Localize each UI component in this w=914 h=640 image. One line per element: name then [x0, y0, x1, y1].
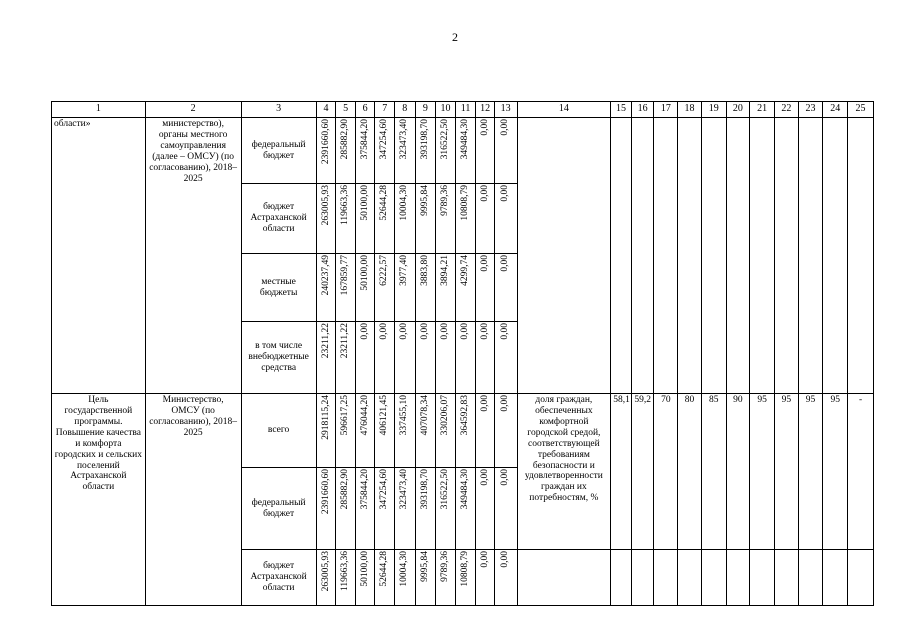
indicator-cell: [517, 550, 611, 606]
target-cell: [678, 118, 702, 394]
target-cell: [701, 550, 726, 606]
value-cell: 0,00: [399, 323, 410, 340]
target-cell: [823, 118, 848, 394]
value-cell: 6222,57: [379, 255, 390, 286]
value-cell: 9995,84: [419, 185, 430, 216]
column-number: 7: [375, 102, 395, 118]
column-number: 22: [774, 102, 798, 118]
target-value: 95: [823, 394, 848, 550]
value-cell: 0,00: [500, 395, 511, 412]
value-cell: 3894,21: [439, 255, 450, 286]
value-cell: 2391660,60: [320, 119, 331, 165]
column-number: 5: [336, 102, 356, 118]
value-cell: 3883,80: [419, 255, 430, 286]
column-number: 18: [678, 102, 702, 118]
target-cell: [654, 550, 678, 606]
value-cell: 10004,30: [399, 185, 410, 221]
target-value: 58,1: [611, 394, 632, 550]
column-number: 3: [241, 102, 316, 118]
column-number: 9: [415, 102, 436, 118]
value-cell: 240237,49: [320, 255, 331, 296]
column-number: 23: [798, 102, 823, 118]
value-cell: 23211,22: [320, 323, 331, 359]
table-row: [52, 118, 874, 184]
target-cell: [654, 118, 678, 394]
value-cell: 9789,36: [439, 551, 450, 582]
funding-source: бюджет Астраханской области: [241, 184, 316, 254]
target-cell: [631, 118, 654, 394]
value-cell: 52644,28: [379, 551, 390, 587]
target-cell: [848, 550, 874, 606]
value-cell: 0,00: [479, 185, 490, 202]
column-number: 17: [654, 102, 678, 118]
value-cell: 0,00: [460, 323, 471, 340]
column-number: 4: [316, 102, 336, 118]
column-number: 13: [494, 102, 517, 118]
value-cell: 316522,50: [439, 469, 450, 510]
column-number: 11: [455, 102, 476, 118]
column-number: 8: [394, 102, 415, 118]
column-number: 14: [517, 102, 611, 118]
funding-source: в том числе внебюджетные средства: [241, 322, 316, 394]
value-cell: 10808,79: [460, 185, 471, 221]
value-cell: 0,00: [500, 469, 511, 486]
value-cell: 2918115,24: [320, 395, 331, 440]
value-cell: 0,00: [479, 255, 490, 272]
indicator-cell: доля граждан, обеспеченных комфортной городской средой, соответствующей требованиям безопасности и удовлетворенности граждан их потребностям, %: [517, 394, 611, 550]
funding-source: местные бюджеты: [241, 254, 316, 322]
funding-source: федеральный бюджет: [241, 468, 316, 550]
table-row: [52, 394, 874, 468]
column-number: 19: [701, 102, 726, 118]
value-cell: 3977,40: [399, 255, 410, 286]
target-cell: [774, 550, 798, 606]
value-cell: 0,00: [500, 255, 511, 272]
goal-cell: Цель государственной программы. Повышение качества и комфорта городских и сельских поселений Астраханской области: [52, 394, 146, 606]
target-cell: [848, 118, 874, 394]
value-cell: 9789,36: [439, 185, 450, 216]
value-cell: 476044,20: [359, 395, 370, 436]
value-cell: 407078,34: [419, 395, 430, 436]
value-cell: 347254,60: [379, 469, 390, 510]
target-cell: [823, 550, 848, 606]
header-row: [52, 102, 874, 118]
value-cell: 0,00: [439, 323, 450, 340]
value-cell: 596617,25: [340, 395, 351, 436]
value-cell: 337455,10: [399, 395, 410, 436]
value-cell: 285882,90: [340, 119, 351, 160]
value-cell: 50100,00: [359, 255, 370, 291]
value-cell: 52644,28: [379, 185, 390, 221]
value-cell: 263005,93: [320, 185, 331, 226]
target-cell: [750, 550, 775, 606]
target-cell: [726, 118, 750, 394]
value-cell: 0,00: [479, 323, 490, 340]
value-cell: 50100,00: [359, 551, 370, 587]
value-cell: 0,00: [419, 323, 430, 340]
program-table: [51, 101, 874, 606]
value-cell: 0,00: [500, 551, 511, 568]
column-number: 16: [631, 102, 654, 118]
column-number: 25: [848, 102, 874, 118]
target-cell: [798, 118, 823, 394]
target-value: 85: [701, 394, 726, 550]
value-cell: 0,00: [359, 323, 370, 340]
value-cell: 119663,36: [340, 185, 351, 226]
page-number: 2: [452, 30, 458, 44]
value-cell: 0,00: [500, 185, 511, 202]
value-cell: 119663,36: [340, 551, 351, 592]
value-cell: 10808,79: [460, 551, 471, 587]
funding-source: всего: [241, 394, 316, 468]
value-cell: 285882,90: [340, 469, 351, 510]
column-number: 12: [476, 102, 495, 118]
value-cell: 10004,30: [399, 551, 410, 587]
column-number: 2: [145, 102, 241, 118]
target-cell: [611, 550, 632, 606]
value-cell: 0,00: [479, 395, 490, 412]
value-cell: 4299,74: [460, 255, 471, 286]
target-cell: [631, 550, 654, 606]
value-cell: 50100,00: [359, 185, 370, 221]
column-number: 20: [726, 102, 750, 118]
value-cell: 323473,40: [399, 119, 410, 160]
value-cell: 316522,50: [439, 119, 450, 160]
value-cell: 0,00: [479, 551, 490, 568]
target-cell: [611, 118, 632, 394]
value-cell: 2391660,60: [320, 469, 331, 515]
value-cell: 263005,93: [320, 551, 331, 592]
target-cell: [750, 118, 775, 394]
target-value: 95: [774, 394, 798, 550]
executor-cell: Министерство, ОМСУ (по согласованию), 2018–2025: [145, 394, 241, 606]
column-number: 15: [611, 102, 632, 118]
target-value: 95: [798, 394, 823, 550]
value-cell: 349484,30: [460, 469, 471, 510]
value-cell: 0,00: [500, 323, 511, 340]
indicator-cell: [517, 118, 611, 394]
target-value: 59,2: [631, 394, 654, 550]
value-cell: 0,00: [379, 323, 390, 340]
value-cell: 0,00: [500, 119, 511, 136]
value-cell: 364592,83: [460, 395, 471, 436]
value-cell: 406121,45: [379, 395, 390, 436]
value-cell: 9995,84: [419, 551, 430, 582]
column-number: 24: [823, 102, 848, 118]
value-cell: 23211,22: [340, 323, 351, 359]
target-cell: [701, 118, 726, 394]
value-cell: 375844,20: [359, 119, 370, 160]
target-value: 70: [654, 394, 678, 550]
value-cell: 0,00: [479, 119, 490, 136]
value-cell: 375844,20: [359, 469, 370, 510]
value-cell: 347254,60: [379, 119, 390, 160]
value-cell: 323473,40: [399, 469, 410, 510]
target-value: 80: [678, 394, 702, 550]
executor-cell: министерство), органы местного самоуправления (далее – ОМСУ) (по согласованию), 2018–2025: [145, 118, 241, 394]
target-cell: [678, 550, 702, 606]
target-cell: [798, 550, 823, 606]
value-cell: 330206,07: [439, 395, 450, 436]
funding-source: федеральный бюджет: [241, 118, 316, 184]
column-number: 6: [355, 102, 375, 118]
value-cell: 0,00: [479, 469, 490, 486]
goal-cell: области»: [52, 118, 146, 394]
value-cell: 393198,70: [419, 119, 430, 160]
column-number: 1: [52, 102, 146, 118]
column-number: 10: [436, 102, 456, 118]
funding-source: бюджет Астраханской области: [241, 550, 316, 606]
column-number: 21: [750, 102, 775, 118]
value-cell: 393198,70: [419, 469, 430, 510]
target-value: 95: [750, 394, 775, 550]
target-cell: [726, 550, 750, 606]
value-cell: 349484,30: [460, 119, 471, 160]
target-value: 90: [726, 394, 750, 550]
target-cell: [774, 118, 798, 394]
value-cell: 167859,77: [340, 255, 351, 296]
target-value: -: [848, 394, 874, 550]
